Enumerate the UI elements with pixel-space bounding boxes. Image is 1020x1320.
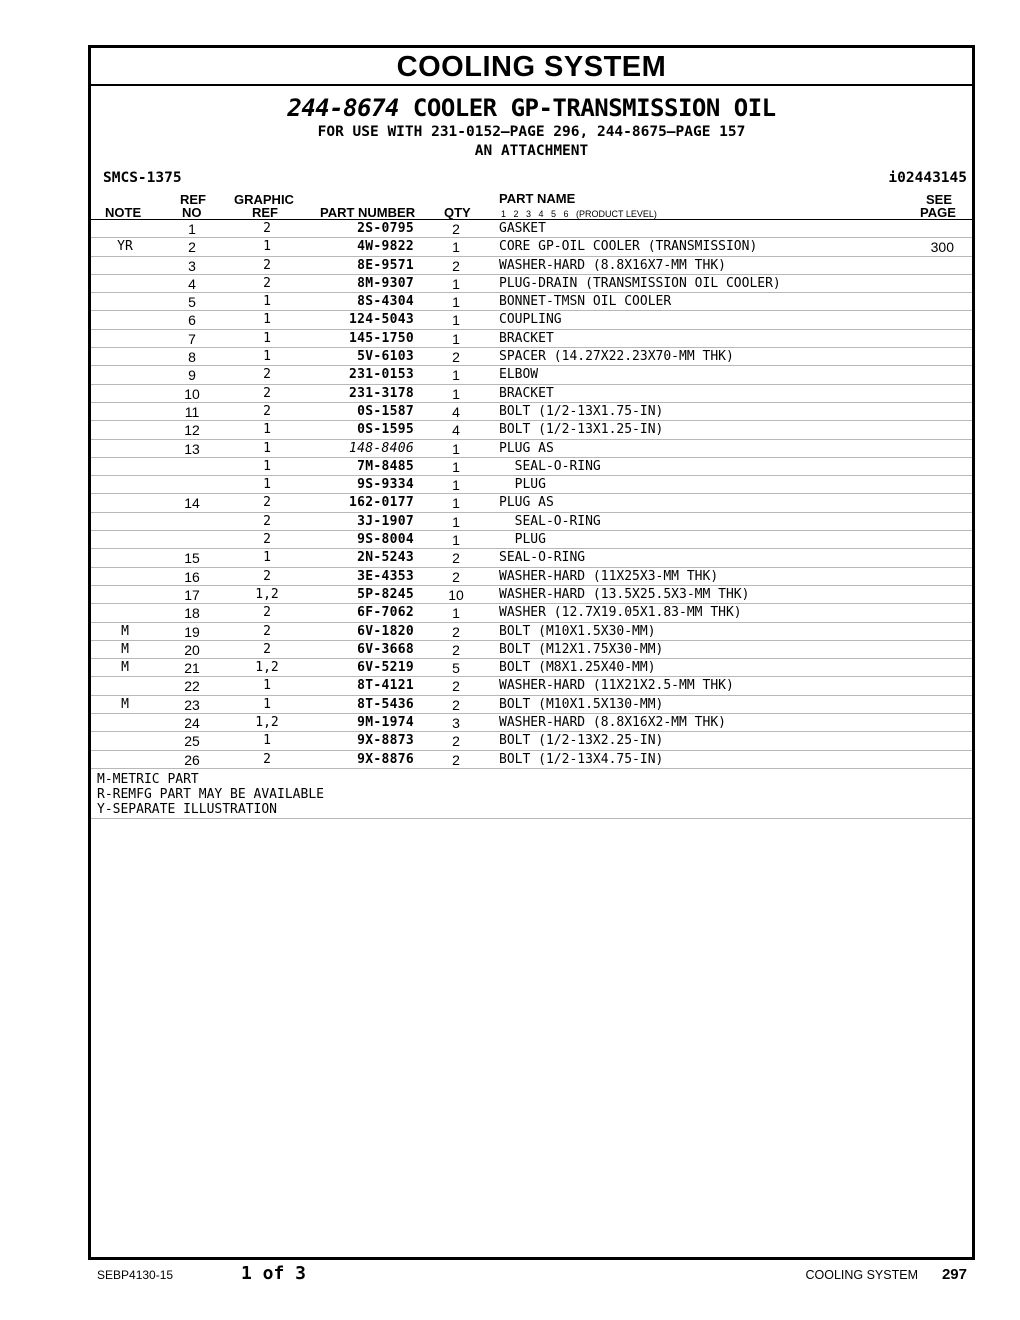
qty-cell: 4 [452, 403, 460, 420]
part-name-cell: BOLT (M8X1.25X40-MM) [499, 660, 656, 676]
part-name-cell: BOLT (1/2-13X2.25-IN) [499, 733, 664, 749]
part-number-cell: 2N-5243 [357, 550, 414, 566]
part-number-cell: 8E-9571 [357, 257, 414, 273]
qty-cell: 1 [452, 605, 460, 622]
table-row [91, 238, 972, 256]
qty-cell: 10 [448, 586, 464, 603]
part-number-cell: 7M-8485 [357, 458, 414, 474]
part-number-cell: 2S-0795 [357, 221, 414, 236]
parts-table [91, 220, 972, 769]
note-metric: M-METRIC PART [97, 771, 199, 787]
illustration-id: i02443145 [888, 170, 967, 186]
qty-cell: 2 [452, 623, 460, 640]
qty-cell: 1 [452, 275, 460, 292]
ref-no-cell: 26 [184, 751, 200, 768]
ref-no-cell: 8 [188, 349, 196, 366]
part-number-cell: 9M-1974 [357, 715, 414, 731]
table-row [91, 659, 972, 677]
part-name-cell: BOLT (M12X1.75X30-MM) [499, 641, 664, 657]
qty-cell: 1 [452, 330, 460, 347]
table-row [91, 623, 972, 641]
graphic-ref-cell: 1 [263, 477, 271, 493]
qty-cell: 2 [452, 568, 460, 585]
qty-cell: 1 [452, 458, 460, 475]
table-row [91, 586, 972, 604]
part-number-cell: 3E-4353 [357, 568, 414, 584]
ref-no-cell: 6 [188, 312, 196, 329]
ref-no-cell: 19 [184, 623, 200, 640]
ref-no-cell: 17 [184, 586, 200, 603]
part-number-cell: 6V-3668 [357, 641, 414, 657]
part-name-cell: WASHER-HARD (11X21X2.5-MM THK) [499, 678, 734, 694]
part-number-cell: 8M-9307 [357, 275, 414, 291]
part-name-cell: BOLT (1/2-13X1.75-IN) [499, 403, 664, 419]
ref-no-cell: 13 [184, 440, 200, 457]
graphic-ref-cell: 2 [263, 385, 271, 401]
part-name-cell: PLUG-DRAIN (TRANSMISSION OIL COOLER) [499, 275, 781, 291]
part-number-cell: 4W-9822 [357, 239, 414, 255]
ref-no-cell: 14 [184, 495, 200, 512]
part-name-cell: PLUG [499, 532, 546, 548]
table-row [91, 641, 972, 659]
qty-cell: 2 [452, 257, 460, 274]
ref-no-cell: 5 [188, 294, 196, 311]
footer-doc-id: SEBP4130-15 [97, 1268, 174, 1282]
ref-no-cell: 24 [184, 715, 200, 732]
qty-cell: 1 [452, 513, 460, 530]
parts-page-frame [88, 45, 975, 1260]
part-name-cell: SEAL-O-RING [499, 458, 601, 474]
qty-cell: 3 [452, 715, 460, 732]
note-separate-illustration: Y-SEPARATE ILLUSTRATION [97, 801, 278, 817]
part-name-cell: PLUG [499, 477, 546, 493]
table-row [91, 385, 972, 403]
table-row [91, 513, 972, 531]
graphic-ref-cell: 1 [263, 312, 271, 328]
table-row [91, 421, 972, 439]
part-number-cell: 231-3178 [348, 385, 414, 401]
qty-cell: 1 [452, 495, 460, 512]
table-row [91, 677, 972, 695]
table-row [91, 531, 972, 549]
table-row [91, 732, 972, 750]
qty-cell: 2 [452, 696, 460, 713]
table-row [91, 348, 972, 366]
ref-no-cell: 1 [188, 221, 196, 237]
ref-no-cell: 23 [184, 696, 200, 713]
part-name-cell: BRACKET [499, 385, 554, 401]
table-row [91, 275, 972, 293]
graphic-ref-cell: 2 [263, 513, 271, 529]
part-name-cell: BONNET-TMSN OIL COOLER [499, 294, 672, 310]
part-number-cell: 145-1750 [348, 330, 414, 346]
graphic-ref-cell: 1 [263, 458, 271, 474]
part-name-cell: WASHER-HARD (8.8X16X7-MM THK) [499, 257, 726, 273]
ref-no-cell: 7 [188, 330, 196, 347]
ref-no-cell: 12 [184, 422, 200, 439]
part-number-cell: 6F-7062 [357, 605, 414, 621]
part-name-cell: PLUG AS [499, 440, 554, 456]
graphic-ref-cell: 1 [263, 330, 271, 346]
part-number-cell: 9S-8004 [357, 532, 414, 548]
ref-no-cell: 9 [188, 367, 196, 384]
graphic-ref-cell: 2 [263, 275, 271, 291]
ref-no-cell: 2 [188, 239, 196, 256]
header-ref: REF [180, 192, 206, 207]
table-row [91, 549, 972, 567]
group-title [91, 93, 972, 123]
note-cell: M [121, 623, 129, 639]
qty-cell: 2 [452, 641, 460, 658]
part-name-cell: BRACKET [499, 330, 554, 346]
part-name-cell: WASHER (12.7X19.05X1.83-MM THK) [499, 605, 742, 621]
graphic-ref-cell: 2 [263, 751, 271, 767]
table-row [91, 311, 972, 329]
for-use-with: FOR USE WITH 231-0152—PAGE 296, 244-8675—PAGE 157 [317, 124, 746, 140]
graphic-ref-cell: 2 [263, 605, 271, 621]
section-title: COOLING SYSTEM [91, 48, 972, 86]
part-number-cell: 8T-5436 [357, 696, 414, 712]
part-number-cell: 9X-8876 [357, 751, 414, 767]
graphic-ref-cell: 1 [263, 440, 271, 456]
group-name: COOLER GP-TRANSMISSION OIL [412, 94, 776, 122]
qty-cell: 2 [452, 550, 460, 567]
ref-no-cell: 16 [184, 568, 200, 585]
graphic-ref-cell: 2 [263, 532, 271, 548]
ref-no-cell: 25 [184, 733, 200, 750]
graphic-ref-cell: 2 [263, 403, 271, 419]
ref-no-cell: 4 [188, 275, 196, 292]
qty-cell: 2 [452, 678, 460, 695]
ref-no-cell: 22 [184, 678, 200, 695]
part-name-cell: BOLT (1/2-13X4.75-IN) [499, 751, 664, 767]
qty-cell: 1 [452, 239, 460, 256]
notes-legend [91, 769, 972, 819]
ref-no-cell: 10 [184, 385, 200, 402]
graphic-ref-cell: 2 [263, 495, 271, 511]
table-row [91, 458, 972, 476]
qty-cell: 1 [452, 367, 460, 384]
see-page-cell: 300 [930, 239, 954, 256]
qty-cell: 4 [452, 422, 460, 439]
header-graphic-ref: REF [252, 205, 278, 220]
part-number-cell: 162-0177 [348, 495, 414, 511]
part-number-cell: 0S-1595 [357, 422, 414, 438]
footer-page-number: 297 [941, 1266, 967, 1283]
table-row [91, 568, 972, 586]
part-name-cell: CORE GP-OIL COOLER (TRANSMISSION) [499, 239, 758, 255]
table-row [91, 257, 972, 275]
part-name-cell: SEAL-O-RING [499, 550, 586, 566]
part-number-cell: 148-8406 [348, 440, 414, 456]
table-row [91, 751, 972, 769]
header-product-level: 1 2 3 4 5 6 (PRODUCT LEVEL) [501, 209, 657, 219]
qty-cell: 1 [452, 294, 460, 311]
graphic-ref-cell: 1,2 [255, 715, 279, 731]
graphic-ref-cell: 1 [263, 294, 271, 310]
graphic-ref-cell: 1 [263, 422, 271, 438]
ref-no-cell: 11 [184, 403, 200, 420]
table-row [91, 714, 972, 732]
ref-no-cell: 3 [188, 257, 196, 274]
table-row [91, 696, 972, 714]
part-name-cell: SPACER (14.27X22.23X70-MM THK) [499, 349, 734, 365]
graphic-ref-cell: 2 [263, 623, 271, 639]
part-name-cell: WASHER-HARD (13.5X25.5X3-MM THK) [499, 586, 750, 602]
part-number-cell: 9X-8873 [357, 733, 414, 749]
page-footer [0, 1265, 1020, 1287]
qty-cell: 2 [452, 733, 460, 750]
part-number-cell: 3J-1907 [357, 513, 414, 529]
qty-cell: 1 [452, 477, 460, 494]
part-name-cell: SEAL-O-RING [499, 513, 601, 529]
part-name-cell: WASHER-HARD (11X25X3-MM THK) [499, 568, 719, 584]
header-page: PAGE [920, 205, 956, 220]
note-cell: M [121, 696, 129, 712]
qty-cell: 1 [452, 532, 460, 549]
qty-cell: 2 [452, 221, 460, 237]
graphic-ref-cell: 2 [263, 257, 271, 273]
qty-cell: 5 [452, 660, 460, 677]
qty-cell: 1 [452, 385, 460, 402]
graphic-ref-cell: 1 [263, 678, 271, 694]
part-name-cell: BOLT (M10X1.5X130-MM) [499, 696, 664, 712]
qty-cell: 2 [452, 349, 460, 366]
qty-cell: 2 [452, 751, 460, 768]
note-cell: YR [117, 239, 133, 255]
graphic-ref-cell: 2 [263, 367, 271, 383]
group-number: 244-8674 [287, 94, 399, 122]
part-number-cell: 8T-4121 [357, 678, 414, 694]
graphic-ref-cell: 1 [263, 696, 271, 712]
part-name-cell: WASHER-HARD (8.8X16X2-MM THK) [499, 715, 726, 731]
table-row [91, 440, 972, 458]
header-part-number: PART NUMBER [320, 205, 416, 220]
part-name-cell: GASKET [499, 221, 546, 236]
part-number-cell: 5V-6103 [357, 349, 414, 365]
ref-no-cell: 20 [184, 641, 200, 658]
table-header [91, 190, 972, 220]
table-row [91, 330, 972, 348]
part-number-cell: 5P-8245 [357, 586, 414, 602]
part-number-cell: 8S-4304 [357, 294, 414, 310]
part-number-cell: 124-5043 [348, 312, 414, 328]
smcs-code: SMCS-1375 [103, 170, 182, 186]
part-name-cell: COUPLING [499, 312, 562, 328]
graphic-ref-cell: 1,2 [255, 586, 279, 602]
header-part-name: PART NAME [499, 191, 576, 206]
ref-no-cell: 21 [184, 660, 200, 677]
note-cell: M [121, 660, 129, 676]
header-no: NO [182, 205, 202, 220]
part-number-cell: 231-0153 [348, 367, 414, 383]
ref-no-cell: 15 [184, 550, 200, 567]
part-number-cell: 6V-5219 [357, 660, 414, 676]
qty-cell: 1 [452, 440, 460, 457]
table-row [91, 220, 972, 238]
table-row [91, 476, 972, 494]
part-number-cell: 6V-1820 [357, 623, 414, 639]
header-note: NOTE [105, 205, 142, 220]
table-row [91, 293, 972, 311]
header-graphic: GRAPHIC [234, 192, 294, 207]
table-row [91, 604, 972, 622]
note-remfg: R-REMFG PART MAY BE AVAILABLE [97, 786, 324, 802]
header-see: SEE [926, 192, 953, 207]
part-number-cell: 0S-1587 [357, 403, 414, 419]
part-name-cell: ELBOW [499, 367, 539, 383]
part-name-cell: BOLT (M10X1.5X30-MM) [499, 623, 656, 639]
graphic-ref-cell: 1 [263, 349, 271, 365]
note-cell: M [121, 641, 129, 657]
smcs-row [91, 168, 972, 190]
part-name-cell: BOLT (1/2-13X1.25-IN) [499, 422, 664, 438]
graphic-ref-cell: 2 [263, 221, 271, 236]
graphic-ref-cell: 1 [263, 733, 271, 749]
graphic-ref-cell: 2 [263, 641, 271, 657]
graphic-ref-cell: 1 [263, 550, 271, 566]
table-row [91, 403, 972, 421]
graphic-ref-cell: 2 [263, 568, 271, 584]
table-row [91, 366, 972, 384]
footer-page-of: 1 of 3 [241, 1263, 307, 1284]
graphic-ref-cell: 1 [263, 239, 271, 255]
graphic-ref-cell: 1,2 [255, 660, 279, 676]
footer-section: COOLING SYSTEM [805, 1268, 918, 1282]
header-qty: QTY [444, 205, 471, 220]
table-row [91, 494, 972, 512]
qty-cell: 1 [452, 312, 460, 329]
ref-no-cell: 18 [184, 605, 200, 622]
part-name-cell: PLUG AS [499, 495, 554, 511]
attachment-label: AN ATTACHMENT [474, 143, 589, 159]
part-number-cell: 9S-9334 [357, 477, 414, 493]
